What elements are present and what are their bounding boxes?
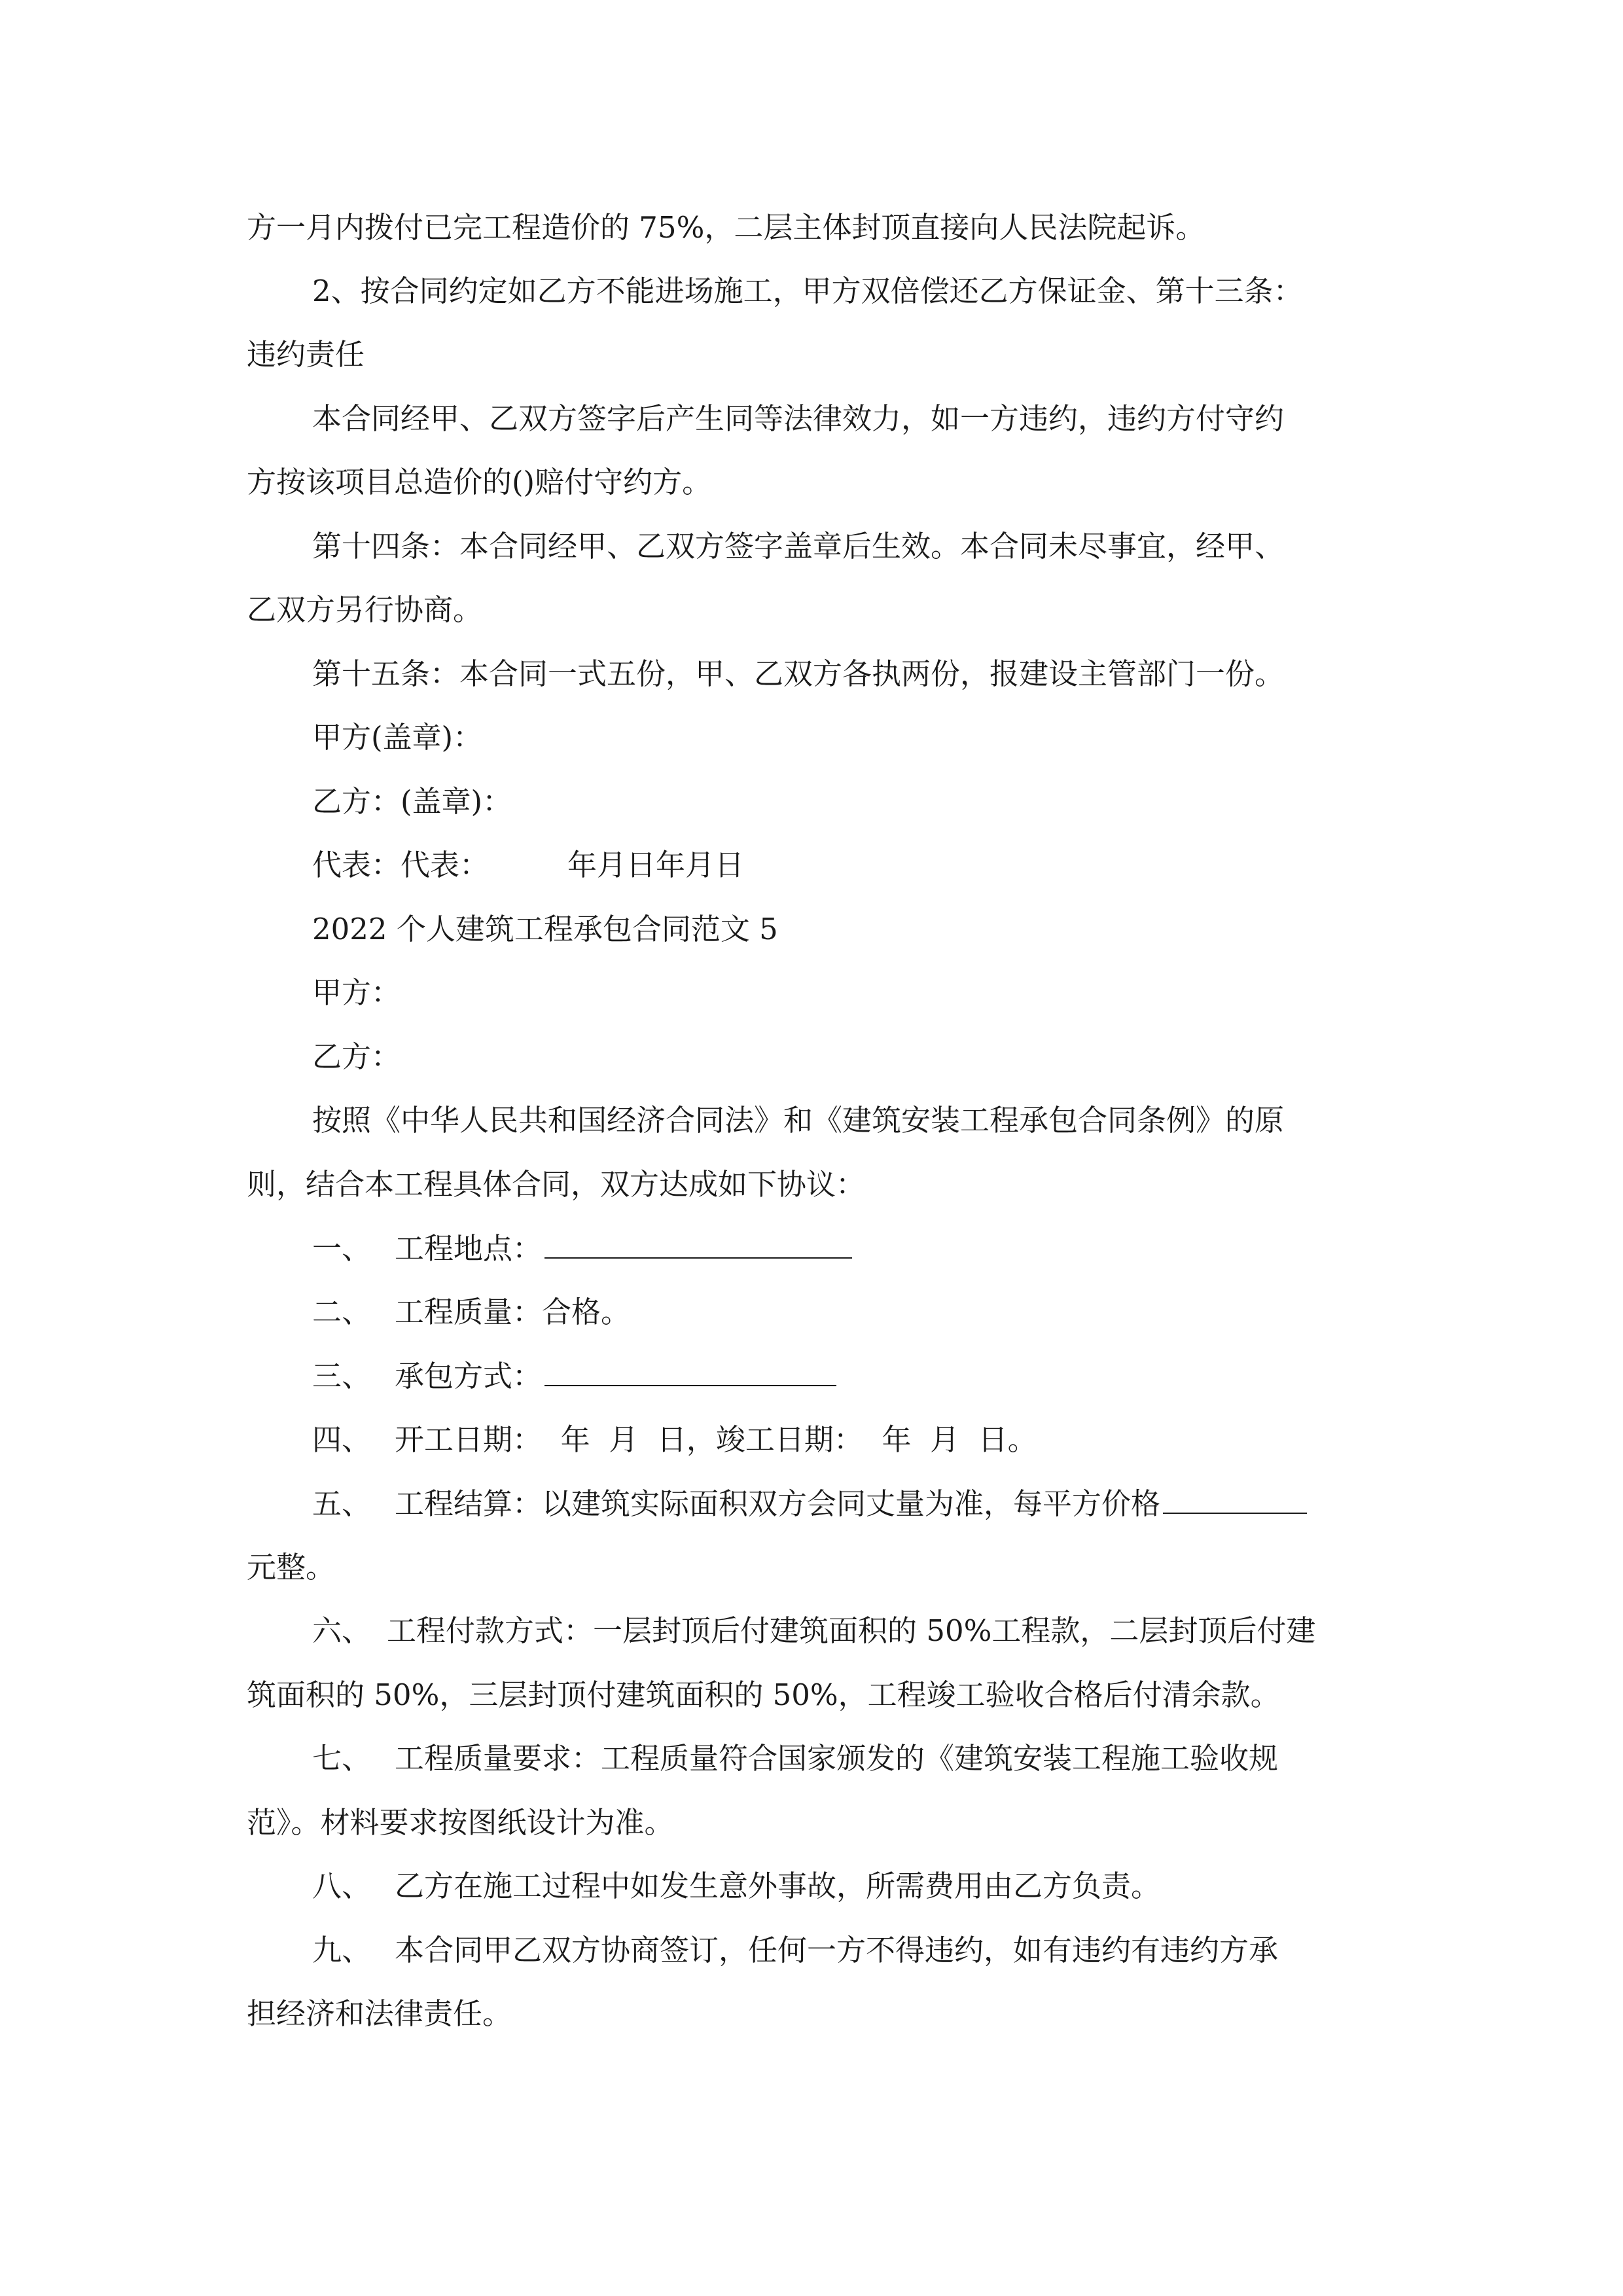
fill-blank (1163, 1484, 1307, 1514)
text-line: 第十四条：本合同经甲、乙双方签字盖章后生效。本合同未尽事宜，经甲、 (312, 529, 1285, 564)
text-line: 方一月内拨付已完工程造价的 75%，二层主体封顶直接向人民法院起诉。 (247, 210, 1205, 245)
text-line: 方按该项目总造价的()赔付守约方。 (247, 465, 712, 499)
fill-blank (544, 1229, 852, 1259)
clause-3 (312, 1356, 836, 1395)
clause-4 (312, 1420, 1037, 1460)
clause-8 (312, 1867, 1160, 1906)
text-line: 违约责任 (247, 337, 365, 372)
clause-text: 工程质量：合格。 (395, 1295, 631, 1329)
clause-1 (312, 1229, 852, 1268)
signature-party-b: 乙方：(盖章)： (312, 784, 512, 819)
clause-9 (312, 1931, 1278, 1970)
clause-text: 工程结算：以建筑实际面积双方会同丈量为准，每平方价格 (395, 1486, 1161, 1521)
text-line: 乙双方另行协商。 (247, 592, 483, 627)
clause-number: 七、 (312, 1741, 372, 1776)
clause-number: 九、 (312, 1933, 372, 1967)
clause-number: 六、 (312, 1613, 372, 1648)
party-a-label: 甲方： (312, 975, 401, 1010)
clause-number: 四、 (312, 1422, 372, 1457)
clause-text: 乙方在施工过程中如发生意外事故，所需费用由乙方负责。 (395, 1869, 1161, 1903)
clause-number: 三、 (312, 1359, 372, 1393)
signature-representative (312, 846, 744, 885)
clause-6 (312, 1611, 1315, 1651)
text-line: 担经济和法律责任。 (247, 1996, 512, 2031)
signature-date: 年月日年月日 (567, 848, 745, 882)
clause-text: 本合同甲乙双方协商签订，任何一方不得违约，如有违约有违约方承 (395, 1933, 1279, 1967)
clause-text: 开工日期： 年 月 日，竣工日期： 年 月 日。 (395, 1422, 1037, 1457)
text-line: 按照《中华人民共和国经济合同法》和《建筑安装工程承包合同条例》的原 (312, 1103, 1285, 1138)
clause-text: 工程付款方式：一层封顶后付建筑面积的 50%工程款，二层封顶后付建 (387, 1613, 1316, 1648)
clause-5 (312, 1484, 1307, 1523)
text-line: 2、按合同约定如乙方不能进场施工，甲方双倍偿还乙方保证金、第十三条： (312, 274, 1303, 308)
signature-party-a: 甲方(盖章)： (312, 720, 483, 755)
clause-text: 工程质量要求：工程质量符合国家颁发的《建筑安装工程施工验收规 (395, 1741, 1279, 1776)
clause-text: 工程地点： (395, 1231, 543, 1266)
text-line: 元整。 (247, 1550, 336, 1585)
representative-label: 代表：代表： (312, 848, 490, 882)
clause-number: 八、 (312, 1869, 372, 1903)
text-line: 本合同经甲、乙双方签字后产生同等法律效力，如一方违约，违约方付守约 (312, 401, 1285, 436)
clause-2 (312, 1293, 630, 1332)
clause-7 (312, 1739, 1278, 1778)
clause-text: 承包方式： (395, 1359, 543, 1393)
party-b-label: 乙方： (312, 1039, 401, 1074)
document-heading: 2022 个人建筑工程承包合同范文 5 (312, 912, 778, 946)
clause-number: 五、 (312, 1486, 372, 1521)
text-line: 则，结合本工程具体合同，双方达成如下协议： (247, 1167, 866, 1202)
clause-number: 二、 (312, 1295, 372, 1329)
text-line: 筑面积的 50%，三层封顶付建筑面积的 50%，工程竣工验收合格后付清余款。 (247, 1677, 1280, 1712)
text-line: 第十五条：本合同一式五份，甲、乙双方各执两份，报建设主管部门一份。 (312, 656, 1285, 691)
clause-number: 一、 (312, 1231, 372, 1266)
fill-blank (544, 1356, 836, 1386)
text-line: 范》。材料要求按图纸设计为准。 (247, 1805, 674, 1840)
